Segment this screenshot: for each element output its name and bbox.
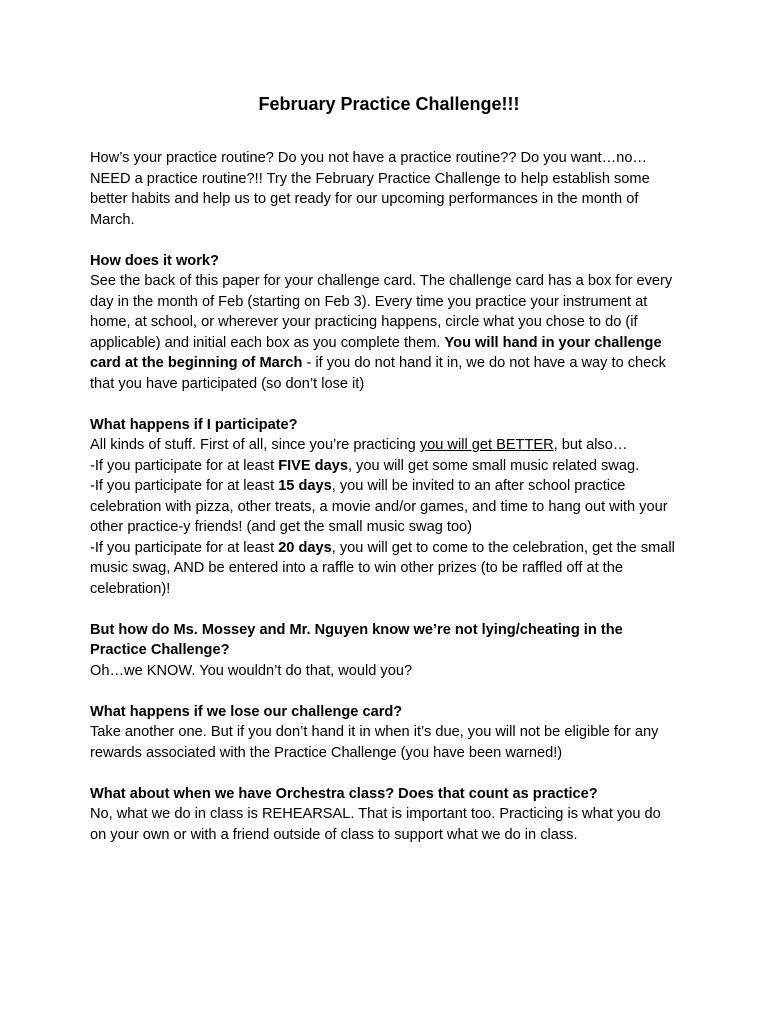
how-bold-text: You will hand in your challenge card at the beginning of March <box>90 334 662 371</box>
document-title: February Practice Challenge!!! <box>258 94 520 114</box>
fifteen-days-item <box>90 476 680 538</box>
fifteen-days-post: , you will be invited to an after school practice celebration with pizza, other treats, a movie and/or games, and time to hang out with your other practice-y friends! (and get the small music swag too) <box>90 478 668 535</box>
twenty-days-pre: -If you participate for at least <box>90 539 279 556</box>
twenty-days-post: , you will get to come to the celebration, get the small music swag, AND be entered into a raffle to win other prizes (to be raffled off at the celebration)! <box>90 539 675 597</box>
participate-line1-pre: All kinds of stuff. First of all, since you’re practicing <box>90 437 420 453</box>
cheating-heading: But how do Ms. Mossey and Mr. Nguyen know we’re not lying/cheating in the Practice Challenge? <box>90 621 623 658</box>
lose-paragraph: Take another one. But if you don’t hand it in when it’s due, you will not be eligible for any rewards associated with the Practice Challenge (you have been warned!) <box>90 724 659 761</box>
how-text-after: - if you do not hand it in, we do not have a way to check that you have participated (so don’t lose it) <box>90 355 666 392</box>
twenty-days-bold: 20 days <box>278 539 332 556</box>
lose-section <box>90 702 680 764</box>
cheating-paragraph: Oh…we KNOW. You wouldn’t do that, would you? <box>90 662 413 679</box>
participate-section <box>90 415 680 600</box>
five-days-item <box>90 456 680 477</box>
participate-underlined-text: you will get BETTER <box>419 437 554 453</box>
fifteen-days-bold: 15 days <box>278 478 332 494</box>
intro-paragraph: How’s your practice routine? Do you not have a practice routine?? Do you want…no…NEED a practice routine?!! Try the February Practice Challenge to help establish some better habits and help us to get ready for our upcoming performances in the month of March. <box>90 150 650 228</box>
how-text: See the back of this paper for your challenge card. The challenge card has a box for every day in the month of Feb (starting on Feb 3). Every time you practice your instrument at home, at school, or wherever your practicing happens, circle what you chose to do (if applicable) and initial each box as you complete them. <box>90 273 673 351</box>
participate-line1-post: , but also… <box>553 437 628 453</box>
document-page <box>90 92 680 866</box>
cheating-section <box>90 620 680 682</box>
twenty-days-item <box>90 538 680 600</box>
lose-heading: What happens if we lose our challenge card? <box>90 703 403 720</box>
five-days-pre: -If you participate for at least <box>90 457 279 474</box>
orchestra-paragraph: No, what we do in class is REHEARSAL. That is important too. Practicing is what you do on your own or with a friend outside of class to support what we do in class. <box>90 806 661 843</box>
orchestra-section <box>90 784 680 846</box>
how-section <box>90 251 680 395</box>
participate-intro-line <box>90 435 680 456</box>
how-paragraph <box>90 271 680 394</box>
how-heading: How does it work? <box>90 252 219 269</box>
intro-section <box>90 148 680 230</box>
participate-heading: What happens if I participate? <box>90 416 298 433</box>
fifteen-days-pre: -If you participate for at least <box>90 478 279 494</box>
five-days-bold: FIVE days <box>278 457 348 474</box>
orchestra-heading: What about when we have Orchestra class? Does that count as practice? <box>90 785 598 802</box>
five-days-post: , you will get some small music related swag. <box>347 457 640 474</box>
